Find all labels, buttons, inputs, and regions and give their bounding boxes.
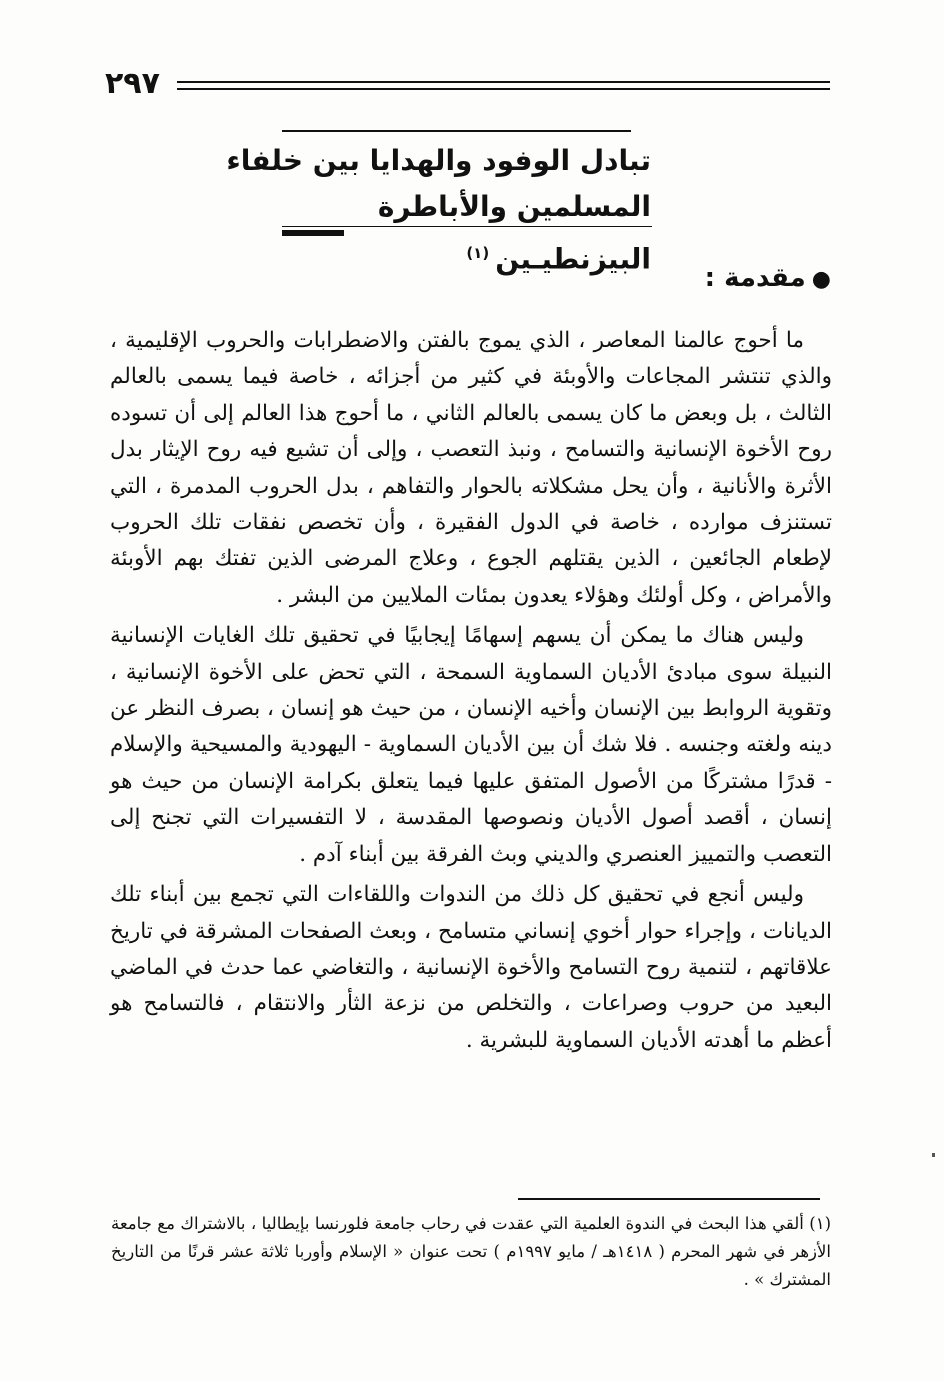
header-rule-top	[177, 81, 830, 83]
chapter-title-line1: تبادل الوفود والهدايا بين خلفاء	[226, 144, 651, 177]
title-rule-top	[282, 130, 631, 132]
chapter-title-line2-text: المسلمين والأباطرة البيزنطيـين	[377, 190, 651, 276]
paragraph-2: وليس هناك ما يمكن أن يسهم إسهامًا إيجابيًا في تحقيق تلك الغايات الإنسانية النبيلة سوى مبادئ الأديان السماوية السمحة ، التي تحض على الأخوة الإنسانية ، وتقوية الروابط بين الإنسان وأخيه الإنسان ، من حيث هو إنسان ، بصرف النظر عن دينه ولغته وجنسه . فلا شك أن بين الأديان السماوية - اليهودية والمسيحية والإسلام - قدرًا مشتركًا من الأصول المتفق عليها فيما يتعلق بكرامة الإنسان من حيث هو إنسان ، أقصد أصول الأديان ونصوصها المقدسة ، لا التفسيرات التي تجنح إلى التعصب والتمييز العنصري والديني وبث الفرقة بين أبناء آدم .	[110, 623, 832, 867]
footnote: (١) ألقي هذا البحث في الندوة العلمية التي عقدت في رحاب جامعة فلورنسا بإيطاليا ، بالاشتراك مع جامعة الأزهر في شهر المحرم ( ١٤١٨هـ / مايو ١٩٩٧م ) تحت عنوان « الإسلام وأوربا ثلاثة عشر قرنًا من التاريخ المشترك » .	[111, 1214, 832, 1289]
section-heading-text: مقدمة :	[704, 263, 806, 293]
page-number: ٢٩٧	[105, 66, 160, 101]
chapter-title-line2	[191, 184, 651, 282]
title-rule-accent	[282, 230, 344, 236]
bullet-icon: ●	[811, 267, 831, 292]
chapter-title	[191, 138, 651, 282]
footnote-reference: (١)	[466, 244, 490, 262]
section-heading	[705, 263, 831, 293]
body-text	[110, 323, 832, 1059]
footnote-separator	[518, 1198, 820, 1200]
paragraph-3: وليس أنجع في تحقيق كل ذلك من الندوات واللقاءات التي تجمع بين أبناء تلك الديانات ، وإجراء حوار أخوي إنساني متسامح ، وبعث الصفحات المشرقة في تاريخ علاقاتهم ، لتنمية روح التسامح والأخوة الإنسانية ، والتغاضي عما حدث في الماضي البعيد من حروب وصراعات ، والتخلص من نزعة الثأر والانتقام ، فالتسامح هو أعظم ما أهدته الأديان السماوية للبشرية .	[110, 882, 832, 1053]
header-rule-bottom	[177, 88, 830, 90]
paragraph-1: ما أحوج عالمنا المعاصر ، الذي يموج بالفتن والاضطرابات والحروب الإقليمية ، والذي تنتشر المجاعات والأوبئة في كثير من أجزائه ، خاصة فيما يسمى بالعالم الثالث ، بل وبعض ما كان يسمى بالعالم الثاني ، ما أحوج هذا العالم إلى أن تسوده روح الأخوة الإنسانية والتسامح ، ونبذ التعصب ، وإلى أن تشيع فيه روح الإيثار بدل الأثرة والأنانية ، وأن يحل مشكلاته بالحوار والتفاهم ، بدل الحروب المدمرة ، التي تستنزف موارده ، خاصة في الدول الفقيرة ، وأن تخصص نفقات تلك الحروب لإطعام الجائعين ، الذين يقتلهم الجوع ، وعلاج المرضى الذين تفتك بهم الأوبئة والأمراض ، وكل أولئك وهؤلاء يعدون بمئات الملايين من البشر .	[110, 328, 832, 608]
title-rule-bottom	[282, 226, 652, 227]
page-header	[105, 64, 830, 104]
scan-speck	[932, 1153, 935, 1157]
